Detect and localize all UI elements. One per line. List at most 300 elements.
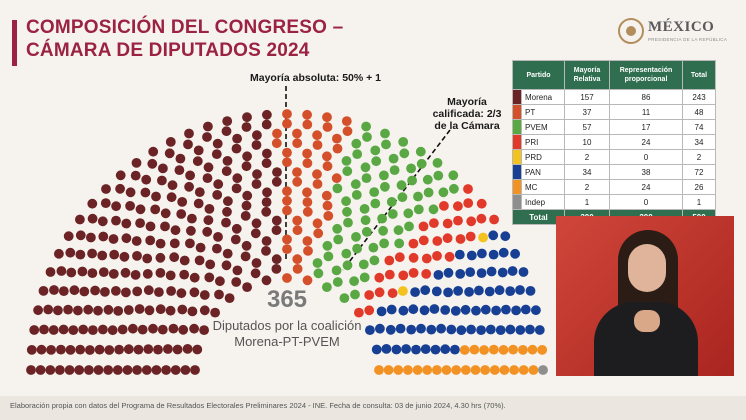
seat-dot-pt — [313, 218, 323, 228]
seat-dot-morena — [186, 226, 196, 236]
seat-dot-pvem — [343, 260, 353, 270]
total-value: 2 — [683, 150, 716, 165]
seat-dot-morena — [78, 267, 88, 277]
seat-dot-morena — [262, 197, 272, 207]
seat-dot-pt — [293, 225, 303, 235]
seat-dot-morena — [242, 191, 252, 201]
mr-value: 2 — [565, 180, 610, 195]
seat-dot-pt — [282, 196, 292, 206]
seat-dot-pan — [477, 268, 487, 278]
seat-dot-pri — [429, 218, 439, 228]
seat-dot-pvem — [377, 214, 387, 224]
seat-dot-pri — [489, 215, 499, 225]
seat-dot-pt — [282, 119, 292, 129]
seat-dot-pvem — [371, 156, 381, 166]
rp-value: 17 — [610, 120, 683, 135]
seat-dot-pt — [292, 177, 302, 187]
party-name: PRI — [522, 135, 565, 150]
seat-dot-morena — [262, 187, 272, 197]
seat-dot-pan — [499, 248, 509, 258]
seat-dot-pvem — [413, 192, 423, 202]
seat-dot-pt — [332, 173, 342, 183]
total-value: 72 — [683, 165, 716, 180]
seat-dot-pt — [322, 151, 332, 161]
seat-dot-mc — [480, 365, 490, 375]
seat-dot-morena — [165, 148, 175, 158]
seat-dot-pvem — [394, 225, 404, 235]
seat-dot-morena — [98, 216, 108, 226]
seat-dot-morena — [242, 161, 252, 171]
seat-dot-pvem — [342, 156, 352, 166]
seat-dot-pt — [312, 169, 322, 179]
seat-dot-morena — [177, 197, 187, 207]
seat-dot-pvem — [398, 137, 408, 147]
seat-dot-pvem — [324, 252, 334, 262]
seat-dot-morena — [184, 129, 194, 139]
seat-dot-morena — [232, 134, 242, 144]
seat-dot-morena — [184, 182, 194, 192]
seat-dot-morena — [150, 205, 160, 215]
seat-dot-pvem — [381, 140, 391, 150]
seat-dot-pvem — [349, 276, 359, 286]
seat-dot-pvem — [370, 146, 380, 156]
seat-dot-mc — [490, 365, 500, 375]
total-value: 1 — [683, 195, 716, 210]
seat-dot-pvem — [333, 184, 343, 194]
seat-dot-morena — [87, 199, 97, 209]
seat-dot-pt — [292, 129, 302, 139]
seat-dot-pvem — [404, 222, 414, 232]
seat-dot-morena — [222, 126, 232, 136]
seat-dot-morena — [252, 140, 262, 150]
seat-dot-morena — [57, 266, 67, 276]
seat-dot-morena — [232, 224, 242, 234]
seat-dot-pvem — [379, 171, 389, 181]
seat-dot-pt — [303, 158, 313, 168]
seat-dot-pri — [466, 232, 476, 242]
seat-dot-pt — [343, 126, 353, 136]
seat-dot-pan — [455, 269, 465, 279]
rp-value: 86 — [610, 90, 683, 105]
party-color-swatch — [513, 150, 522, 165]
seat-dot-pt — [272, 138, 282, 148]
seat-dot-morena — [94, 365, 104, 375]
seat-dot-pvem — [369, 187, 379, 197]
seat-dot-pvem — [448, 170, 458, 180]
table-row — [513, 150, 716, 165]
seat-dot-pri — [395, 252, 405, 262]
seat-dot-pvem — [361, 122, 371, 132]
total-value: 34 — [683, 135, 716, 150]
seat-dot-pri — [439, 201, 449, 211]
seat-dot-pvem — [332, 224, 342, 234]
seat-dot-morena — [252, 130, 262, 140]
party-color-swatch — [513, 180, 522, 195]
seat-dot-pvem — [379, 239, 389, 249]
seat-dot-morena — [242, 112, 252, 122]
seat-dot-pt — [282, 235, 292, 245]
seat-dot-morena — [109, 250, 119, 260]
party-name: Indep — [522, 195, 565, 210]
seat-dot-morena — [251, 268, 261, 278]
mr-value: 2 — [565, 150, 610, 165]
seat-dot-morena — [88, 268, 98, 278]
seat-dot-pvem — [351, 139, 361, 149]
seat-dot-mc — [403, 365, 413, 375]
seat-dot-pvem — [394, 239, 404, 249]
mr-value: 34 — [565, 165, 610, 180]
seat-dot-mc — [442, 365, 452, 375]
seat-dot-morena — [168, 180, 178, 190]
seat-dot-morena — [156, 253, 166, 263]
seat-dot-pvem — [390, 165, 400, 175]
seat-dot-morena — [86, 233, 96, 243]
seat-dot-morena — [242, 241, 252, 251]
table-row — [513, 165, 716, 180]
seat-dot-morena — [161, 365, 171, 375]
seat-dot-morena — [180, 256, 190, 266]
seat-dot-pri — [463, 184, 473, 194]
total-value: 243 — [683, 90, 716, 105]
seat-dot-morena — [171, 365, 181, 375]
seat-dot-pvem — [341, 249, 351, 259]
seat-dot-morena — [204, 215, 214, 225]
seat-dot-morena — [146, 222, 156, 232]
seat-dot-morena — [46, 267, 56, 277]
seat-dot-morena — [170, 239, 180, 249]
seat-dot-pvem — [323, 241, 333, 251]
seat-dot-morena — [66, 268, 76, 278]
seat-dot-morena — [156, 239, 166, 249]
seat-dot-morena — [262, 236, 272, 246]
seat-dot-pri — [463, 198, 473, 208]
seat-dot-pvem — [332, 266, 342, 276]
seat-dot-morena — [213, 139, 223, 149]
seat-dot-morena — [171, 225, 181, 235]
seat-dot-pri — [432, 236, 442, 246]
seat-dot-pvem — [314, 268, 324, 278]
seat-dot-morena — [272, 264, 282, 274]
seat-dot-pvem — [433, 171, 443, 181]
seat-dot-morena — [156, 268, 166, 278]
seat-dot-morena — [261, 246, 271, 256]
seat-dot-morena — [204, 162, 214, 172]
party-color-swatch — [513, 120, 522, 135]
seat-dot-pt — [292, 254, 302, 264]
seat-dot-morena — [233, 266, 243, 276]
total-value: 74 — [683, 120, 716, 135]
seat-dot-pt — [322, 191, 332, 201]
seat-dot-morena — [76, 230, 86, 240]
seat-dot-morena — [183, 140, 193, 150]
seat-dot-pri — [453, 201, 463, 211]
seat-dot-mc — [384, 365, 394, 375]
seat-dot-morena — [262, 275, 272, 285]
seat-dot-pri — [384, 256, 394, 266]
seat-dot-pri — [477, 199, 487, 209]
seat-dot-pvem — [361, 162, 371, 172]
seat-dot-pt — [313, 228, 323, 238]
seat-dot-morena — [151, 192, 161, 202]
seat-dot-morena — [190, 365, 200, 375]
seat-dot-pvem — [369, 243, 379, 253]
seat-dot-pan — [489, 250, 499, 260]
mr-value: 57 — [565, 120, 610, 135]
seat-dot-morena — [45, 365, 55, 375]
table-row — [513, 195, 716, 210]
seat-dot-morena — [215, 276, 225, 286]
seat-dot-morena — [185, 171, 195, 181]
total-label: Total — [513, 210, 565, 225]
seat-dot-morena — [181, 365, 191, 375]
seat-dot-morena — [175, 165, 185, 175]
seat-dot-pvem — [370, 199, 380, 209]
seat-dot-mc — [422, 365, 432, 375]
seat-dot-pt — [303, 246, 313, 256]
seat-dot-morena — [222, 207, 232, 217]
seat-dot-morena — [262, 149, 272, 159]
seat-dot-morena — [241, 252, 251, 262]
seat-dot-morena — [185, 239, 195, 249]
table-body — [513, 90, 716, 225]
seat-dot-morena — [65, 365, 75, 375]
seat-dot-morena — [113, 365, 123, 375]
seat-dot-pt — [332, 134, 342, 144]
seat-dot-morena — [64, 231, 74, 241]
seat-dot-pvem — [313, 258, 323, 268]
seat-dot-morena — [75, 215, 85, 225]
interpreter-video — [556, 216, 734, 376]
seat-dot-pvem — [389, 154, 399, 164]
seat-dot-morena — [190, 273, 200, 283]
rp-value: 0 — [610, 150, 683, 165]
seat-dot-mc — [529, 365, 539, 375]
seat-dot-morena — [176, 154, 186, 164]
seat-dot-morena — [147, 159, 157, 169]
seat-dot-pt — [302, 120, 312, 130]
seat-dot-morena — [103, 365, 113, 375]
seat-dot-morena — [87, 249, 97, 259]
seat-dot-pt — [313, 179, 323, 189]
rp-value: 11 — [610, 105, 683, 120]
seat-dot-pvem — [417, 159, 427, 169]
seat-dot-pt — [323, 211, 333, 221]
table-row — [513, 180, 716, 195]
seat-dot-pvem — [351, 232, 361, 242]
seat-dot-pt — [282, 148, 292, 158]
seat-dot-pvem — [361, 215, 371, 225]
seat-dot-morena — [232, 173, 242, 183]
seat-dot-mc — [451, 365, 461, 375]
seat-dot-morena — [203, 122, 213, 132]
seat-dot-morena — [142, 254, 152, 264]
seat-dot-morena — [242, 122, 252, 132]
seat-dot-pri — [419, 222, 429, 232]
party-name: Morena — [522, 90, 565, 105]
seat-dot-pt — [323, 161, 333, 171]
header-mr: Mayoría Relativa — [565, 61, 610, 90]
seat-dot-pt — [333, 144, 343, 154]
seat-dot-mc — [509, 365, 519, 375]
seat-dot-morena — [141, 188, 151, 198]
seat-dot-morena — [262, 158, 272, 168]
qualified-line-2: calificada: 2/3 — [432, 108, 502, 120]
seat-dot-pvem — [378, 226, 388, 236]
seat-dot-pri — [409, 268, 419, 278]
seat-dot-morena — [109, 269, 119, 279]
seat-dot-morena — [252, 179, 262, 189]
seat-dot-pt — [303, 236, 313, 246]
seat-dot-pvem — [424, 188, 434, 198]
seat-dot-pt — [282, 244, 292, 254]
seat-dot-morena — [36, 365, 46, 375]
seat-dot-pri — [443, 219, 453, 229]
seat-dot-morena — [152, 365, 162, 375]
seat-dot-pri — [445, 252, 455, 262]
seat-dot-morena — [126, 187, 136, 197]
seat-dot-pvem — [407, 176, 417, 186]
seat-dot-morena — [202, 132, 212, 142]
party-name: PAN — [522, 165, 565, 180]
seat-dot-morena — [179, 270, 189, 280]
seat-dot-morena — [221, 218, 231, 228]
seat-dot-pvem — [342, 166, 352, 176]
seat-dot-morena — [131, 270, 141, 280]
header-total: Total — [683, 61, 716, 90]
seat-dot-morena — [252, 258, 262, 268]
mr-value: 10 — [565, 135, 610, 150]
seat-dot-pvem — [416, 147, 426, 157]
seat-dot-pan — [487, 267, 497, 277]
seat-dot-morena — [241, 211, 251, 221]
footer-source: Elaboración propia con datos del Programa de Resultados Electorales Preliminares 2024 - INE. Fecha de consulta: 03 de junio 2024, 4.30 hrs (70%). — [10, 401, 506, 410]
table-header-row — [513, 61, 716, 90]
seat-dot-morena — [76, 250, 86, 260]
seat-dot-morena — [109, 234, 119, 244]
table-row — [513, 120, 716, 135]
seat-dot-pan — [467, 251, 477, 261]
seat-dot-pvem — [362, 173, 372, 183]
seat-dot-morena — [125, 201, 135, 211]
seat-dot-morena — [166, 137, 176, 147]
seat-dot-morena — [242, 151, 252, 161]
seat-dot-morena — [136, 204, 146, 214]
seat-dot-pvem — [362, 132, 372, 142]
seat-dot-pvem — [351, 179, 361, 189]
seat-dot-morena — [54, 249, 64, 259]
seat-dot-pvem — [397, 180, 407, 190]
seat-dot-pvem — [352, 190, 362, 200]
party-color-swatch — [513, 105, 522, 120]
seat-dot-morena — [272, 254, 282, 264]
seat-dot-morena — [101, 184, 111, 194]
seat-dot-morena — [121, 219, 131, 229]
seat-dot-morena — [141, 175, 151, 185]
seat-dot-pvem — [380, 182, 390, 192]
seat-dot-pt — [303, 275, 313, 285]
seat-dot-morena — [213, 179, 223, 189]
seat-dot-morena — [135, 218, 145, 228]
coalition-seat-count: 365 — [266, 286, 308, 313]
seat-dot-morena — [121, 268, 131, 278]
seat-dot-morena — [88, 214, 98, 224]
seat-dot-mc — [413, 365, 423, 375]
table-row — [513, 135, 716, 150]
seat-dot-morena — [111, 201, 121, 211]
seat-dot-pt — [272, 129, 282, 139]
seat-dot-morena — [272, 177, 282, 187]
coalition-caption-1: Diputados por la coalición — [212, 318, 362, 333]
party-name: PRD — [522, 150, 565, 165]
seat-dot-pt — [282, 273, 292, 283]
seat-dot-pri — [443, 233, 453, 243]
seat-dot-mc — [519, 365, 529, 375]
seat-dot-pan — [508, 266, 518, 276]
seat-dot-pvem — [359, 260, 369, 270]
seat-dot-morena — [176, 209, 186, 219]
header-party: Partido — [513, 61, 565, 90]
seat-dot-morena — [222, 116, 232, 126]
seat-dot-morena — [115, 184, 125, 194]
seat-dot-morena — [222, 166, 232, 176]
seat-dot-morena — [97, 251, 107, 261]
seat-dot-morena — [196, 243, 206, 253]
seat-dot-morena — [187, 214, 197, 224]
seat-dot-pt — [322, 112, 332, 122]
seat-dot-mc — [374, 365, 384, 375]
seat-dot-morena — [111, 216, 121, 226]
seat-dot-morena — [232, 184, 242, 194]
seat-dot-pvem — [406, 164, 416, 174]
seat-dot-pt — [282, 109, 292, 119]
seat-dot-morena — [222, 260, 232, 270]
seat-dot-morena — [65, 248, 75, 258]
seat-dot-morena — [148, 147, 158, 157]
seat-dot-morena — [132, 158, 142, 168]
seat-dot-morena — [223, 249, 233, 259]
seat-dot-pt — [302, 110, 312, 120]
seat-dot-pvem — [342, 207, 352, 217]
seat-dot-pvem — [362, 227, 372, 237]
seat-dot-morena — [205, 260, 215, 270]
seat-dot-morena — [74, 365, 84, 375]
seat-dot-morena — [55, 365, 65, 375]
seat-dot-pvem — [360, 204, 370, 214]
interpreter-hands — [634, 310, 660, 332]
seat-dot-pvem — [352, 244, 362, 254]
seat-dot-morena — [132, 365, 142, 375]
seat-dot-pvem — [398, 192, 408, 202]
seat-dot-morena — [262, 110, 272, 120]
seat-dot-mc — [432, 365, 442, 375]
seat-dot-morena — [272, 216, 282, 226]
seat-dot-pt — [302, 187, 312, 197]
seat-dot-pri — [374, 273, 384, 283]
seat-dot-pvem — [387, 197, 397, 207]
seat-dot-pri — [421, 269, 431, 279]
rp-value: 24 — [610, 135, 683, 150]
seat-dot-pri — [477, 214, 487, 224]
seat-dot-pvem — [433, 158, 443, 168]
seat-dot-morena — [252, 218, 262, 228]
seat-dot-pri — [466, 216, 476, 226]
seat-dot-morena — [272, 167, 282, 177]
seat-dot-morena — [212, 190, 222, 200]
seat-dot-pt — [313, 140, 323, 150]
total-value: 26 — [683, 180, 716, 195]
table-row — [513, 105, 716, 120]
majority-annotation: Mayoría absoluta: 50% + 1 — [250, 72, 382, 84]
